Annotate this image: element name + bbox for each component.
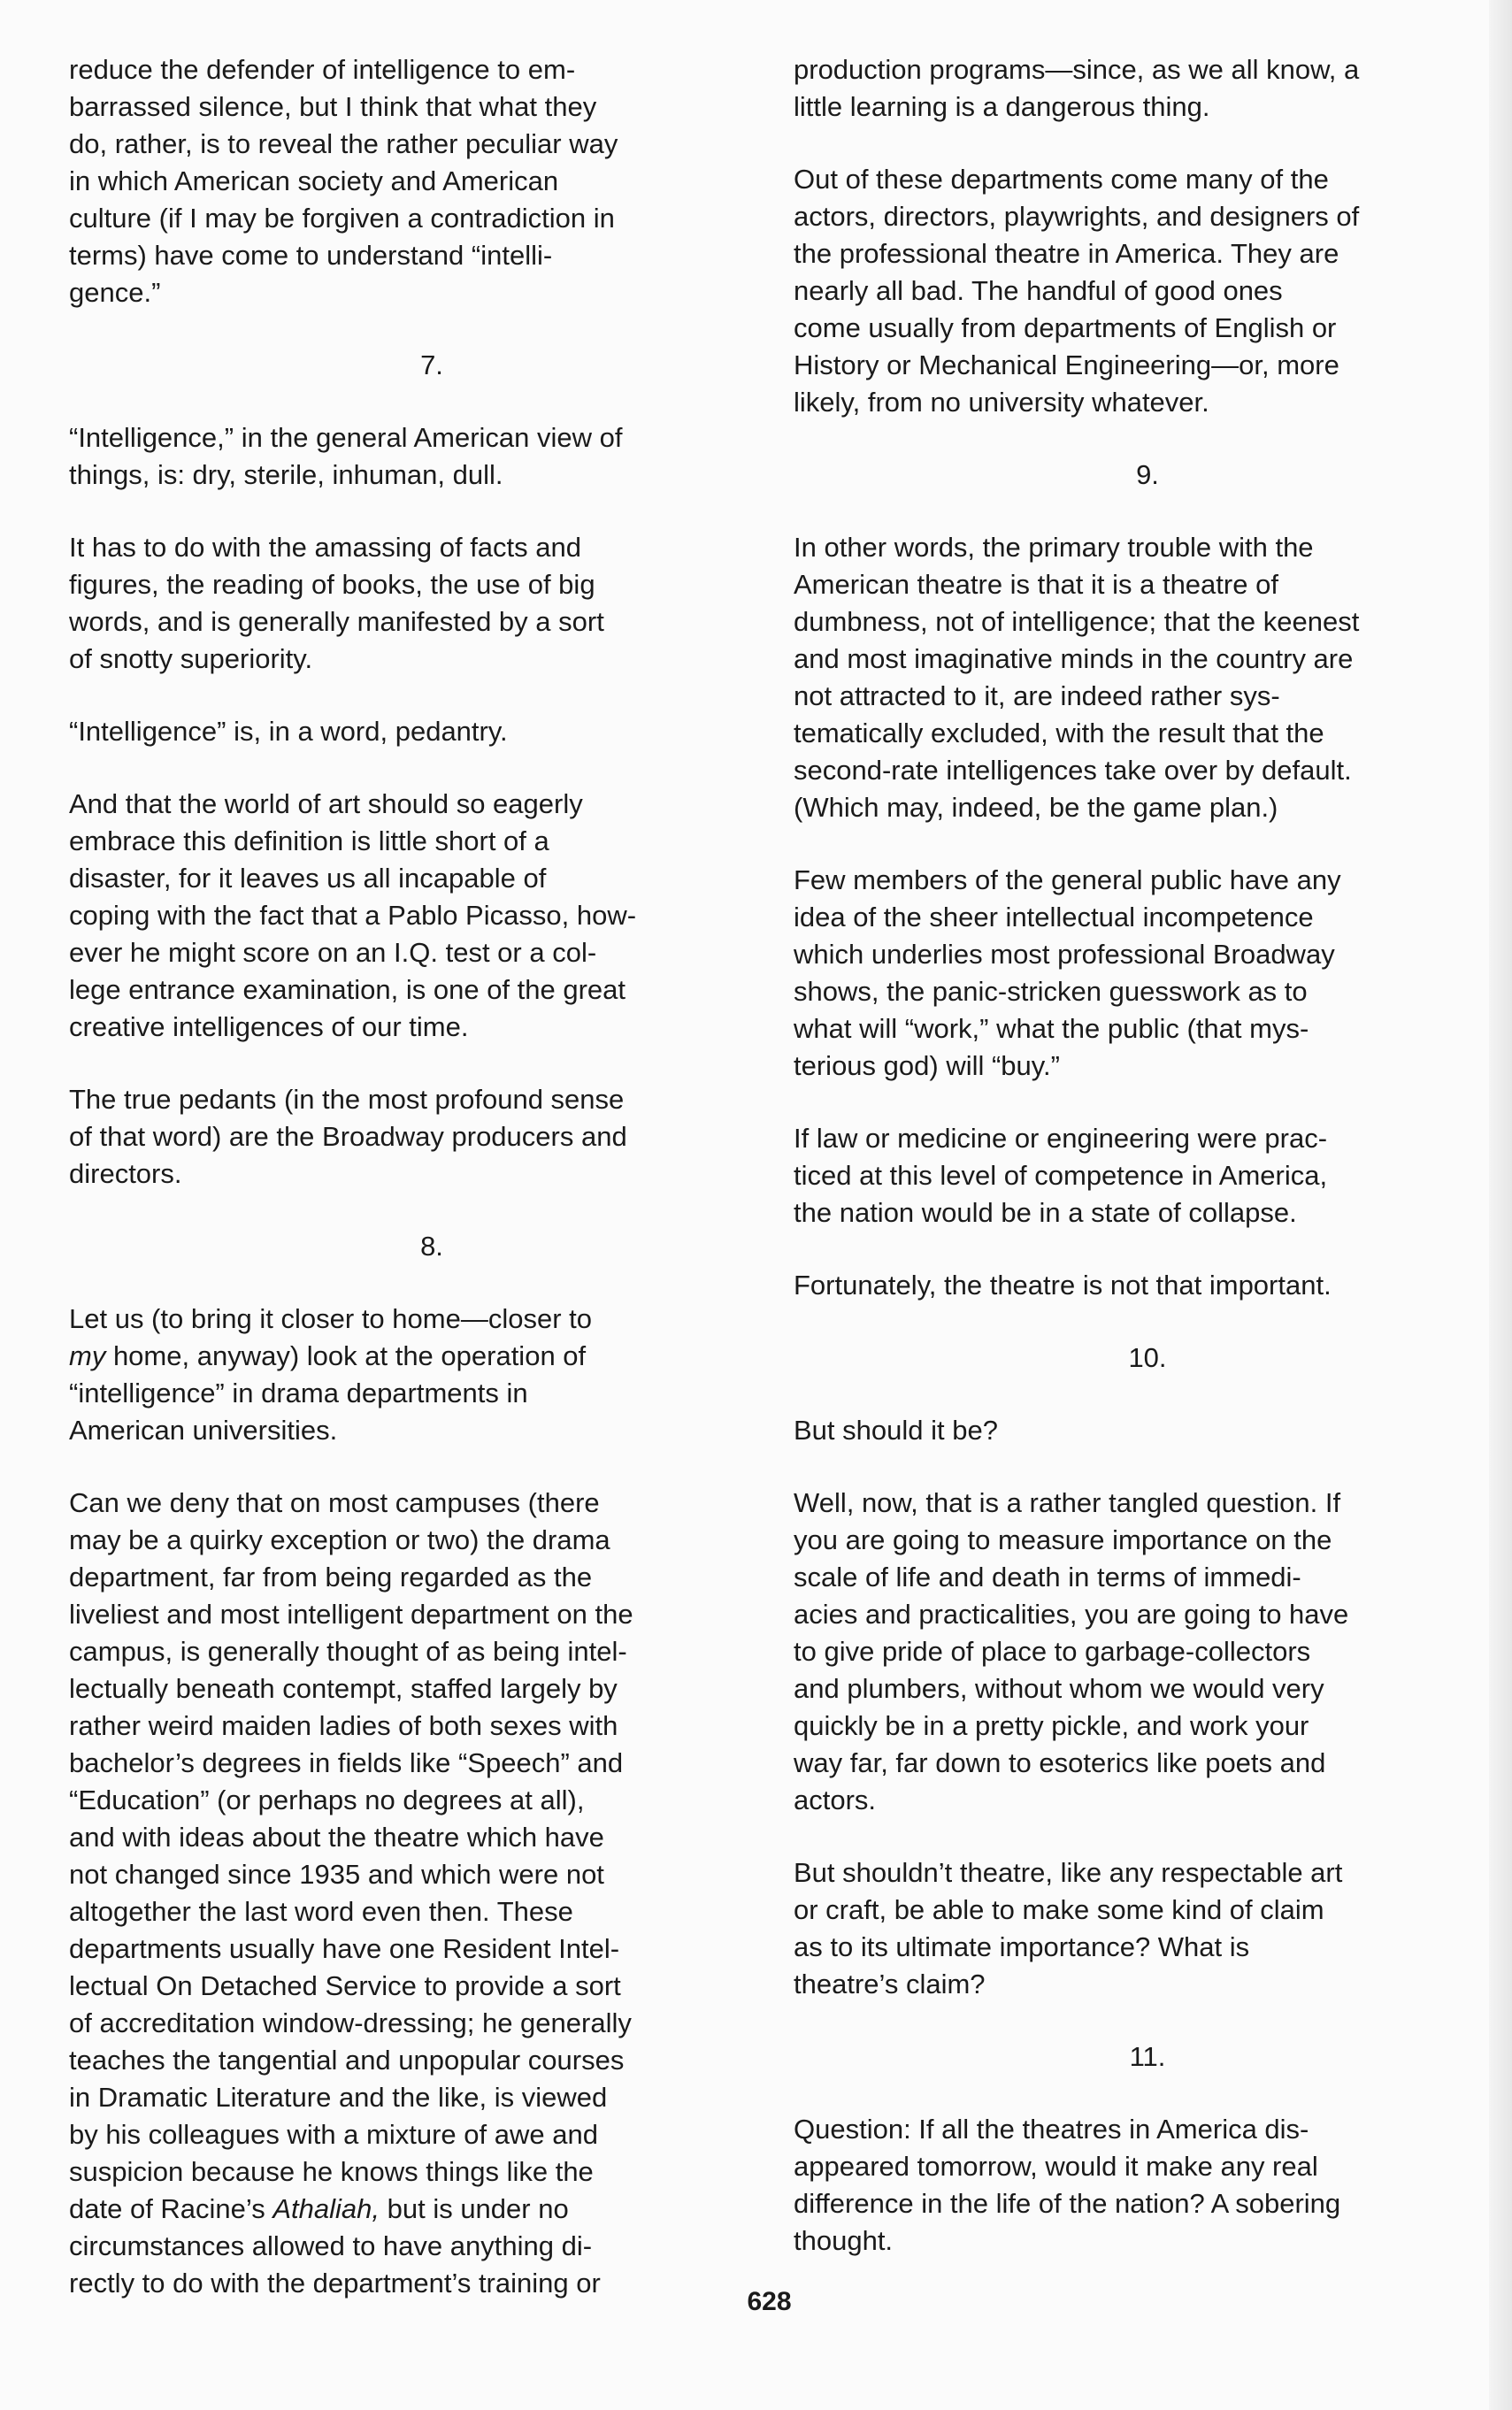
paragraph-p-cont: production programs—since, as we all know, a little learning is a dangerous thing. <box>794 54 1360 122</box>
paragraph-p-8c: Out of these departments come many of the actors, directors, playwrights, and designers of the professional theatre in America. They are nearly all bad. The handful of good ones come usually from departments of English or History or Mechanical Engineering—or, more likely, from no university whatever. <box>794 164 1360 418</box>
paragraph-p-8b <box>69 1485 741 2302</box>
left-text-column <box>69 51 741 2337</box>
paragraph-p-7b: It has to do with the amassing of facts and figures, the reading of books, the use of big words, and is generally manifested by a sort of snotty superiority. <box>69 532 604 674</box>
section-number-10: 10. <box>1128 1342 1167 1373</box>
paragraph-p-9c: If law or medicine or engineering were prac- ticed at this level of competence in America, the nation would be in a state of collapse. <box>794 1123 1328 1228</box>
section-number-7: 7. <box>420 349 443 380</box>
paragraph-p-7a: “Intelligence,” in the general American view of things, is: dry, sterile, inhuman, dull. <box>69 422 623 490</box>
section-number-8: 8. <box>420 1231 443 1262</box>
paragraph-p-11a: Question: If all the theatres in America dis- appeared tomorrow, would it make any real difference in the life of the nation? A sobering thought. <box>794 2114 1341 2256</box>
page-number <box>0 2287 1512 2317</box>
text-run: but is under no circumstances allowed to have anything di- rectly to do with the department’s training or <box>69 2193 601 2299</box>
section-number-11: 11. <box>1129 2041 1166 2072</box>
paragraph-p-9d: Fortunately, the theatre is not that important. <box>794 1270 1332 1301</box>
paragraph-p-intro: reduce the defender of intelligence to em- barrassed silence, but I think that what they do, rather, is to reveal the rather peculiar way in which American society and American culture (if I may be forgiven a contradiction in terms) have come to understand “intelli- gence.” <box>69 54 618 308</box>
paragraph-p-9b: Few members of the general public have any idea of the sheer intellectual incompetence which underlies most professional Broadway shows, the panic-stricken guesswork as to what will “work,” what the public (that mys- terious god) will “buy.” <box>794 864 1341 1081</box>
text-run: Let us (to bring it closer to home—closer to <box>69 1303 592 1334</box>
paragraph-p-7e: The true pedants (in the most profound sense of that word) are the Broadway producers and directors. <box>69 1084 627 1189</box>
paragraph-p-10a: But should it be? <box>794 1415 998 1446</box>
page-edge-shadow <box>1489 0 1512 2410</box>
right-text-column <box>794 51 1475 2295</box>
paragraph-p-10c: But shouldn’t theatre, like any respectable art or craft, be able to make some kind of claim as to its ultimate importance? What is theatre’s claim? <box>794 1857 1343 1999</box>
text-run: Can we deny that on most campuses (there may be a quirky exception or two) the drama department, far from being regarded as the liveliest and most intelligent department on the campus, is generally thought of as being intel- lectually beneath contempt, staffed largely by rather weird maiden ladies of both sexes with bachelor’s degrees in fields like “Speech” and “Education” (or perhaps no degrees at all), and with ideas about the theatre which have not changed since 1935 and which were not altogether the last word even then. These departments usually have one Resident Intel- lectual On Detached Service to provide a sort of accreditation window-dressing; he generally teaches the tangential and unpopular courses in Dramatic Literature and the like, is viewed by his colleagues with a mixture of awe and suspicion because he knows things like the date of Racine’s <box>69 1487 633 2224</box>
text-run: home, anyway) look at the operation of “intelligence” in drama departments in American universities. <box>69 1340 587 1446</box>
paragraph-p-9a: In other words, the primary trouble with the American theatre is that it is a theatre of dumbness, not of intelligence; that the keenest and most imaginative minds in the country are not attracted to it, are indeed rather sys- tematically excluded, with the result that the second-rate intelligences take over by default. (Which may, indeed, be the game plan.) <box>794 532 1360 823</box>
paragraph-p-7d: And that the world of art should so eagerly embrace this definition is little short of a disaster, for it leaves us all incapable of coping with the fact that a Pablo Picasso, how- ever he might score on an I.Q. test or a col- lege entrance examination, is one of the great creative intelligences of our time. <box>69 788 637 1042</box>
paragraph-p-8a <box>69 1301 741 1449</box>
section-number-9: 9. <box>1136 459 1159 490</box>
italic-text: my <box>69 1340 106 1371</box>
paragraph-p-7c: “Intelligence” is, in a word, pedantry. <box>69 716 508 747</box>
page-number-text: 628 <box>747 2287 792 2316</box>
paragraph-p-10b: Well, now, that is a rather tangled question. If you are going to measure importance on the scale of life and death in terms of immedi- acies and practicalities, you are going to have to give pride of place to garbage-collectors and plumbers, without whom we would very quickly be in a pretty pickle, and work your way far, far down to esoterics like poets and actors. <box>794 1487 1349 1815</box>
italic-text: Athaliah, <box>272 2193 380 2224</box>
